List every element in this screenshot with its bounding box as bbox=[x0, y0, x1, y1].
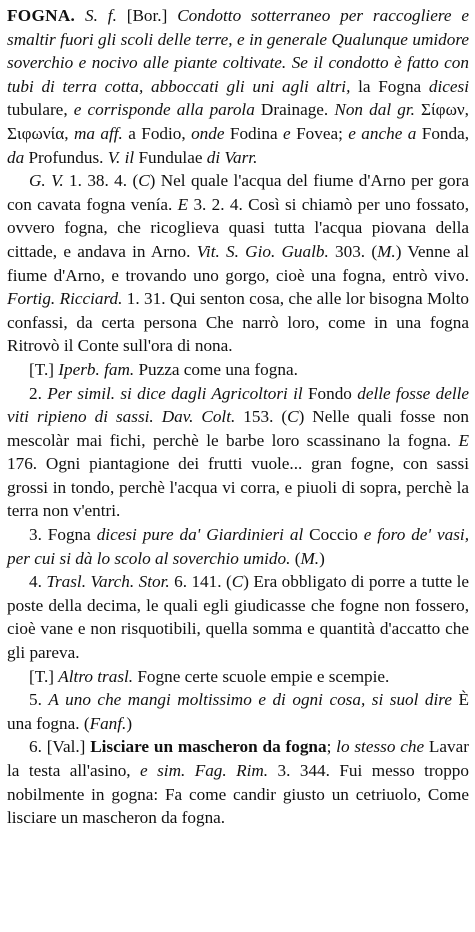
italic-text: Iperb. fam. bbox=[58, 359, 135, 379]
text-run: 3. 344. Fui messo troppo nobilmente in gogna: Fa come candir giusto un cetriuolo, Come lisciare un mascheron da fogna. bbox=[7, 761, 469, 828]
italic-text: Vit. S. Gio. Gualb. bbox=[196, 241, 329, 261]
italic-text: C bbox=[231, 572, 244, 592]
text-run: Fogne certe scuole empie e scempie. bbox=[133, 666, 390, 686]
italic-text: S. f. bbox=[85, 6, 117, 25]
text-run: Profundus. bbox=[24, 147, 108, 167]
text-run: [T.] bbox=[29, 666, 59, 686]
italic-text: onde bbox=[191, 123, 225, 143]
headword: FOGNA. bbox=[7, 6, 76, 25]
text-run: 1. 38. 4. ( bbox=[63, 171, 139, 191]
text-run: 6. [Val.] bbox=[29, 737, 91, 757]
italic-text: E bbox=[177, 194, 189, 214]
text-run: 1. 31. Qui senton cosa, che alle lor bisogna Molto confassi, da certa persona Che narrò loro, come in una fogna Ritrovò il Conte sull'ora di nona. bbox=[7, 289, 469, 356]
italic-text: G. V. bbox=[29, 171, 64, 191]
italic-text: Trasl. Varch. Stor. bbox=[46, 572, 170, 592]
sense-3 bbox=[7, 523, 469, 570]
citation-paragraph bbox=[7, 169, 469, 358]
bold-phrase: Lisciare un mascheron da fogna bbox=[90, 737, 327, 757]
italic-text: Fortig. Ricciard. bbox=[7, 289, 123, 309]
sense-figurative bbox=[7, 665, 469, 689]
text-run: 3. 2. 4. Così si chiamò per uno fossato, ovvero fogna, che ricoglieva quasi tutta l'acqua piovana della cittade, e andava in Arno. bbox=[7, 194, 469, 261]
text-run: ) bbox=[126, 713, 133, 733]
italic-text: Per simil. si dice dagli Agricoltori il bbox=[47, 383, 303, 403]
italic-text: dicesi bbox=[428, 76, 469, 96]
text-run: Fondo bbox=[302, 383, 358, 403]
text-run: Coccio bbox=[303, 525, 364, 545]
italic-text: e anche a bbox=[348, 123, 417, 143]
italic-text: ma aff. bbox=[73, 123, 123, 143]
italic-text: M. bbox=[300, 548, 320, 568]
italic-text: M. bbox=[377, 241, 396, 261]
text-run: 5. bbox=[29, 690, 49, 710]
italic-text: e foro de' vasi, per cui si dà lo scolo al soverchio umido. bbox=[7, 525, 470, 568]
text-run: Σίφων, Σιφωνία, bbox=[7, 100, 469, 143]
text-run bbox=[75, 6, 85, 25]
italic-text: delle fosse delle viti ripieno di sassi. Dav. Colt. bbox=[7, 383, 470, 427]
text-run: ) Venne al fiume d'Arno, e trovando uno gorgo, cioè una fogna, entrò vivo. bbox=[7, 241, 469, 285]
text-run: 303. ( bbox=[328, 241, 378, 261]
text-run: 176. Ogni piantagione dei frutti vuole... gran fogne, con sassi grossi in tondo, perchè l'acqua vi corra, e piuoli di sopra, perchè la terra non v'entri. bbox=[7, 454, 469, 521]
text-run: Lavar la testa all'asino, bbox=[7, 737, 470, 780]
text-run: Puzza come una fogna. bbox=[134, 359, 298, 379]
italic-text: A uno che mangi moltissimo e di ogni cosa, si suol dire bbox=[48, 690, 452, 710]
text-run: [Bor.] bbox=[116, 6, 178, 25]
text-run: Fonda, bbox=[416, 123, 470, 143]
italic-text: C bbox=[287, 407, 299, 427]
entry-definition bbox=[7, 4, 469, 169]
sense-2 bbox=[7, 382, 469, 524]
text-run: la Fogna bbox=[350, 76, 429, 96]
text-run: [T.] bbox=[29, 359, 59, 379]
italic-text: Fanf. bbox=[89, 713, 127, 733]
text-run: tubulare, bbox=[7, 100, 74, 120]
italic-text: V. il bbox=[107, 147, 135, 167]
text-run: 4. bbox=[29, 572, 47, 592]
italic-text: e corrisponde alla parola bbox=[73, 100, 255, 120]
text-run: ) Nelle quali fosse non mescolàr mai fichi, perchè le barbe loro scassinano la fogna. bbox=[7, 407, 469, 450]
text-run: ) Era obbligato di porre a tutte le poste della decima, le quali egli giudicasse che fogne non fossero, cioè vane e non risquotibili, quella somma e quantità d'accatto che gli pareva. bbox=[7, 572, 470, 663]
text-run: 153. ( bbox=[235, 407, 288, 427]
italic-text: E bbox=[458, 430, 469, 450]
text-run: a Fodio, bbox=[122, 123, 192, 143]
text-run: Drainage. bbox=[254, 100, 335, 120]
italic-text: Altro trasl. bbox=[58, 666, 134, 686]
text-run: 2. bbox=[29, 383, 48, 403]
text-run: 6. 141. ( bbox=[169, 572, 232, 592]
text-run: Fovea; bbox=[290, 123, 349, 143]
italic-text: C bbox=[138, 171, 150, 191]
italic-text: Non dal gr. bbox=[334, 100, 415, 120]
text-run: ) bbox=[319, 548, 325, 568]
text-run: ; bbox=[326, 737, 337, 757]
sense-6 bbox=[7, 735, 469, 829]
italic-text: e sim. Fag. Rim. bbox=[140, 761, 269, 780]
text-run: ( bbox=[290, 548, 301, 568]
italic-text: di Varr. bbox=[206, 147, 258, 167]
italic-text: lo stesso che bbox=[336, 737, 425, 757]
text-run: Fundulae bbox=[134, 147, 207, 167]
italic-text: da bbox=[7, 147, 25, 167]
text-run: 3. Fogna bbox=[29, 525, 97, 545]
italic-text: e bbox=[283, 123, 291, 143]
sense-5 bbox=[7, 688, 469, 735]
sense-4 bbox=[7, 570, 469, 664]
sense-hyperbolic bbox=[7, 358, 469, 382]
text-run: ) Nel quale l'acqua del fiume d'Arno per gora con cavata fogna venía. bbox=[7, 171, 469, 214]
text-run: Fodina bbox=[224, 123, 284, 143]
italic-text: Condotto sotterraneo per raccogliere e smaltir fuori gli scoli delle terre, e in generale Qualunque umidore soverchio e nocivo alle piante coltivate. Se il condotto è fatto con tubi di terra cotta, abboccati gli uni agli altri, bbox=[7, 6, 470, 96]
text-run: È una fogna. ( bbox=[7, 690, 470, 733]
italic-text: dicesi pure da' Giardinieri al bbox=[96, 525, 304, 545]
